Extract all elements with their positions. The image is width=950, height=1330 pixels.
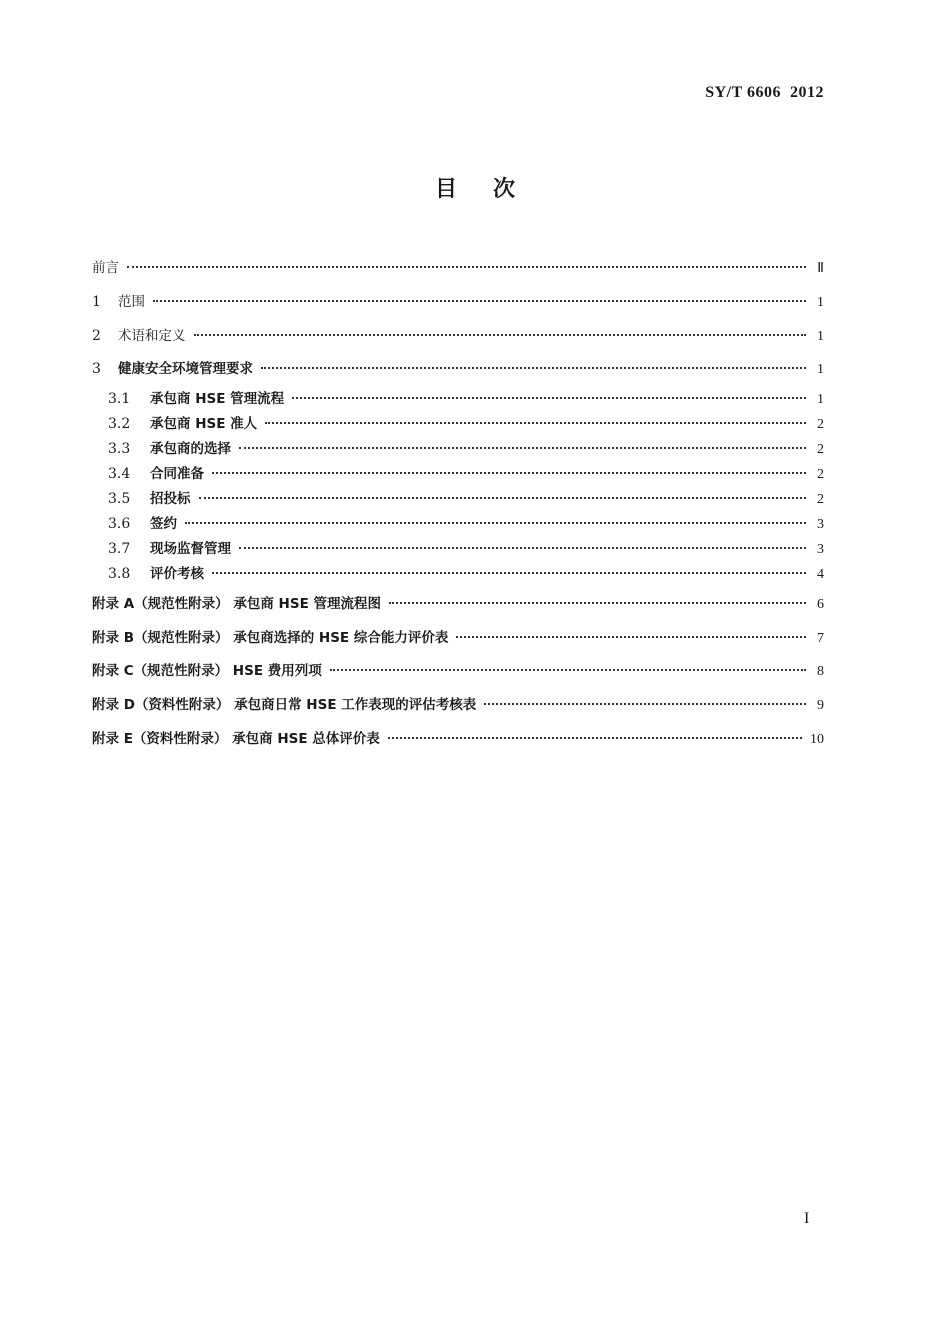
toc-entry-label: 附录 E（资料性附录） 承包商 HSE 总体评价表 [92,731,380,747]
dot-leader [239,547,806,549]
toc-entry-page: 3 [817,542,824,557]
toc-entry-3-2[interactable] [108,414,824,434]
dot-leader [239,447,806,449]
toc-entry-3-4[interactable] [108,464,824,484]
toc-entry-label: 附录 A（规范性附录） 承包商 HSE 管理流程图 [92,596,381,612]
dot-leader [389,602,806,604]
toc-entry-number: 3.4 [108,466,131,482]
dot-leader [330,669,806,671]
toc-entry-label: 签约 [150,516,177,532]
toc-entry-page: 8 [817,664,824,679]
toc-entry-page: 2 [817,442,824,457]
dot-leader [265,422,806,424]
toc-entry-label: 前言 [92,260,119,276]
dot-leader [212,572,806,574]
dot-leader [153,300,806,302]
toc-entry-number: 3.1 [108,391,131,407]
toc-entry-appendix-b[interactable] [92,628,824,648]
toc-entry-appendix-a[interactable] [92,594,824,614]
toc-entry-3-5[interactable] [108,489,824,509]
toc-entry-number: 1 [92,294,101,310]
dot-leader [127,266,806,268]
page-number: I [804,1210,810,1227]
dot-leader [199,497,807,499]
toc-entry-label: 范围 [118,294,145,310]
dot-leader [194,334,807,336]
toc-entry-page: 2 [817,417,824,432]
toc-entry-page: 9 [817,698,824,713]
dot-leader [185,522,806,524]
toc-entry-3-3[interactable] [108,439,824,459]
toc-entry-page: 1 [817,392,824,407]
toc-entry-number: 2 [92,328,101,344]
toc-entry-page: 1 [817,362,824,377]
toc-entry-page: 3 [817,517,824,532]
toc-entry-3-1[interactable] [108,389,824,409]
toc-entry-label: 承包商 HSE 准人 [150,416,258,432]
toc-entry-appendix-c[interactable] [92,661,824,681]
toc-entry-page: 6 [817,597,824,612]
toc-entry-page: 2 [817,492,824,507]
dot-leader [261,367,806,369]
toc-entry-page: 2 [817,467,824,482]
toc-entry-number: 3.6 [108,516,131,532]
toc-entry-number: 3.2 [108,416,131,432]
toc-entry-scope[interactable] [92,292,824,312]
dot-leader [388,737,802,739]
toc-entry-page: 1 [817,329,824,344]
toc-entry-appendix-e[interactable] [92,729,824,749]
toc-entry-appendix-d[interactable] [92,695,824,715]
toc-entry-foreword[interactable] [92,258,824,278]
toc-entry-label: 健康安全环境管理要求 [118,361,253,377]
toc-entry-label: 现场监督管理 [150,541,231,557]
toc-entry-label: 评价考核 [150,566,204,582]
toc-entry-number: 3.3 [108,441,131,457]
toc-entry-label: 附录 B（规范性附录） 承包商选择的 HSE 综合能力评价表 [92,630,449,646]
toc-entry-page: 7 [817,631,824,646]
standard-code: SY/T 6606 2012 [705,84,824,101]
toc-entry-3-6[interactable] [108,514,824,534]
dot-leader [292,397,806,399]
toc-entry-page: 4 [817,567,824,582]
toc-entry-hse-requirements[interactable] [92,359,824,379]
toc-entry-number: 3.5 [108,491,131,507]
toc-entry-label: 附录 D（资料性附录） 承包商日常 HSE 工作表现的评估考核表 [92,697,477,713]
toc-entry-label: 承包商 HSE 管理流程 [150,391,285,407]
toc-entry-3-7[interactable] [108,539,824,559]
toc-entry-label: 术语和定义 [118,328,186,344]
toc-entry-label: 承包商的选择 [150,441,231,457]
toc-entry-label: 附录 C（规范性附录） HSE 费用列项 [92,663,322,679]
dot-leader [484,703,806,705]
toc-entry-label: 合同准备 [150,466,204,482]
toc-entry-page: 10 [810,732,824,747]
toc-entry-terms[interactable] [92,326,824,346]
toc-entry-number: 3 [92,361,101,377]
toc-entry-number: 3.7 [108,541,131,557]
dot-leader [456,636,806,638]
toc-entry-page: Ⅱ [817,261,824,276]
toc-entry-number: 3.8 [108,566,131,582]
toc-entry-page: 1 [817,295,824,310]
page-title: 目次 [434,177,551,202]
dot-leader [212,472,806,474]
toc-entry-label: 招投标 [150,491,191,507]
toc-entry-3-8[interactable] [108,564,824,584]
